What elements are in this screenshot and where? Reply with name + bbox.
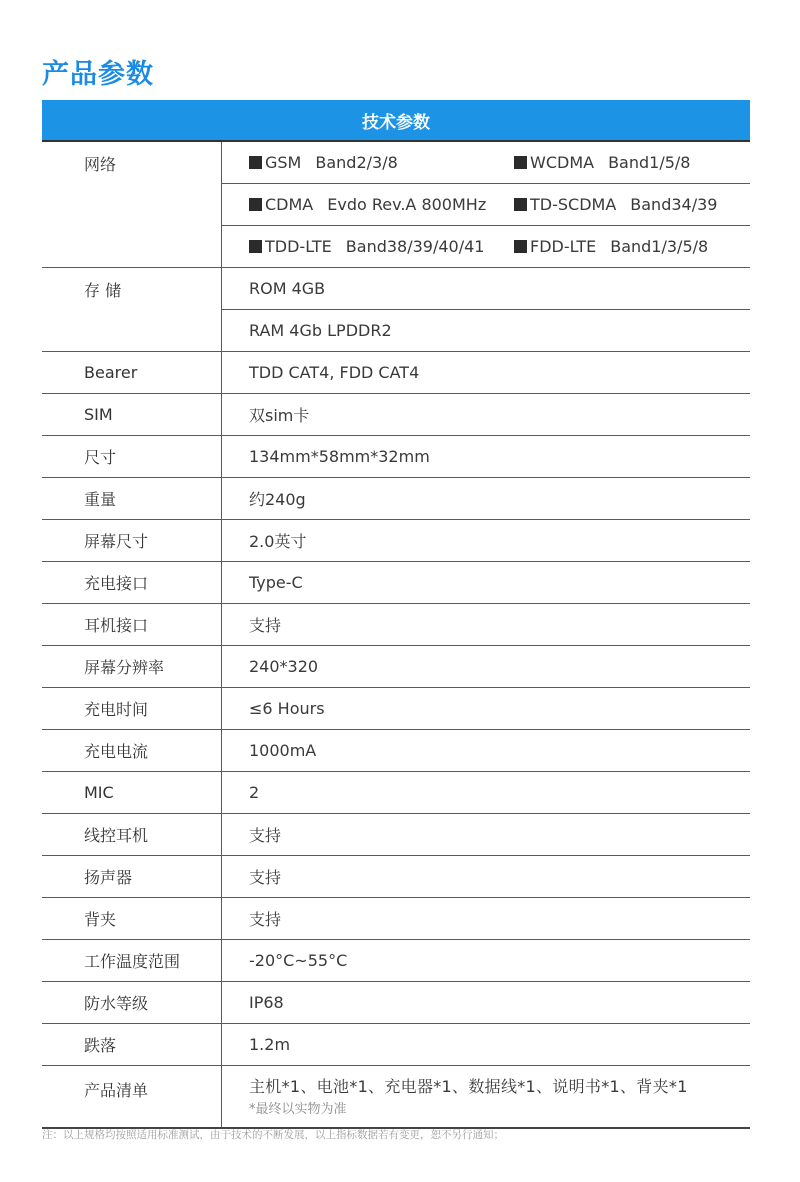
network-line (222, 142, 750, 183)
network-item (249, 153, 514, 172)
network-values (222, 142, 750, 267)
spec-label: 充电时间 (42, 688, 222, 729)
spec-value: 1000mA (249, 741, 317, 760)
spec-label: MIC (42, 772, 222, 813)
spec-row (42, 646, 750, 688)
table-header: 技术参数 (42, 100, 750, 140)
spec-value: 240*320 (249, 657, 319, 676)
network-name: TD-SCDMA (530, 195, 617, 214)
spec-value: TDD CAT4, FDD CAT4 (249, 363, 420, 382)
storage-ram: RAM 4Gb LPDDR2 (222, 309, 750, 351)
black-square-icon (514, 198, 527, 211)
network-name: WCDMA (530, 153, 595, 172)
spec-value: -20°C~55°C (249, 951, 348, 970)
network-item (249, 195, 514, 214)
spec-label: 网络 (42, 142, 222, 267)
storage-values (222, 268, 750, 351)
spec-value: 支持 (249, 868, 282, 887)
spec-value: 2 (249, 783, 260, 802)
network-bands: Band1/5/8 (608, 153, 691, 172)
spec-row (42, 352, 750, 394)
network-bands: Band38/39/40/41 (345, 237, 485, 256)
spec-label: 防水等级 (42, 982, 222, 1023)
black-square-icon (249, 198, 262, 211)
package-note: *最终以实物为准 (249, 1102, 347, 1117)
network-name: TDD-LTE (265, 237, 332, 256)
spec-row (42, 562, 750, 604)
black-square-icon (249, 156, 262, 169)
spec-table (42, 100, 750, 1129)
network-item (514, 195, 717, 214)
spec-label: 线控耳机 (42, 814, 222, 855)
spec-row (42, 856, 750, 898)
network-item (249, 237, 514, 256)
spec-row-storage (42, 268, 750, 352)
spec-label: 尺寸 (42, 436, 222, 477)
network-name: GSM (265, 153, 302, 172)
network-bands: Evdo Rev.A 800MHz (327, 195, 487, 214)
spec-value: 2.0英寸 (249, 532, 307, 551)
network-item (514, 237, 708, 256)
spec-value: 134mm*58mm*32mm (249, 447, 430, 466)
spec-value: 1.2m (249, 1035, 291, 1054)
spec-value: 支持 (249, 826, 282, 845)
spec-label: 存 储 (42, 268, 222, 351)
footnote: 注：以上规格均按照适用标准测试，由于技术的不断发展，以上指标数据若有变更，恕不另行通知； (42, 1129, 504, 1141)
spec-value: ≤6 Hours (249, 699, 325, 718)
black-square-icon (514, 240, 527, 253)
network-item (514, 153, 690, 172)
network-name: FDD-LTE (530, 237, 597, 256)
network-bands: Band34/39 (630, 195, 718, 214)
spec-row (42, 394, 750, 436)
spec-row (42, 772, 750, 814)
spec-row-network (42, 140, 750, 268)
spec-row (42, 940, 750, 982)
spec-label: 屏幕尺寸 (42, 520, 222, 561)
spec-row (42, 520, 750, 562)
black-square-icon (514, 156, 527, 169)
spec-row (42, 730, 750, 772)
spec-value: 支持 (249, 616, 282, 635)
spec-row (42, 814, 750, 856)
spec-label: 充电电流 (42, 730, 222, 771)
spec-label: 屏幕分辨率 (42, 646, 222, 687)
spec-row (42, 1024, 750, 1066)
spec-row (42, 478, 750, 520)
spec-label: Bearer (42, 352, 222, 393)
spec-label: 产品清单 (42, 1066, 222, 1127)
network-bands: Band1/3/5/8 (610, 237, 709, 256)
spec-row (42, 604, 750, 646)
spec-label: 耳机接口 (42, 604, 222, 645)
spec-value: 双sim卡 (249, 406, 310, 425)
spec-value: 支持 (249, 910, 282, 929)
spec-row-package (42, 1066, 750, 1129)
network-line (222, 225, 750, 267)
storage-rom: ROM 4GB (249, 279, 326, 298)
network-name: CDMA (265, 195, 314, 214)
spec-value: Type-C (249, 573, 303, 592)
spec-label: 充电接口 (42, 562, 222, 603)
network-line (222, 183, 750, 225)
spec-row (42, 436, 750, 478)
spec-row (42, 898, 750, 940)
spec-row (42, 688, 750, 730)
spec-label: 跌落 (42, 1024, 222, 1065)
spec-row (42, 982, 750, 1024)
spec-label: 扬声器 (42, 856, 222, 897)
spec-label: 工作温度范围 (42, 940, 222, 981)
network-bands: Band2/3/8 (315, 153, 398, 172)
package-values (222, 1066, 750, 1127)
black-square-icon (249, 240, 262, 253)
page-title: 产品参数 (42, 59, 154, 90)
spec-label: SIM (42, 394, 222, 435)
spec-label: 背夹 (42, 898, 222, 939)
spec-label: 重量 (42, 478, 222, 519)
spec-value: IP68 (249, 993, 284, 1012)
package-list: 主机*1、电池*1、充电器*1、数据线*1、说明书*1、背夹*1 (249, 1077, 688, 1096)
spec-value: 约240g (249, 490, 306, 509)
